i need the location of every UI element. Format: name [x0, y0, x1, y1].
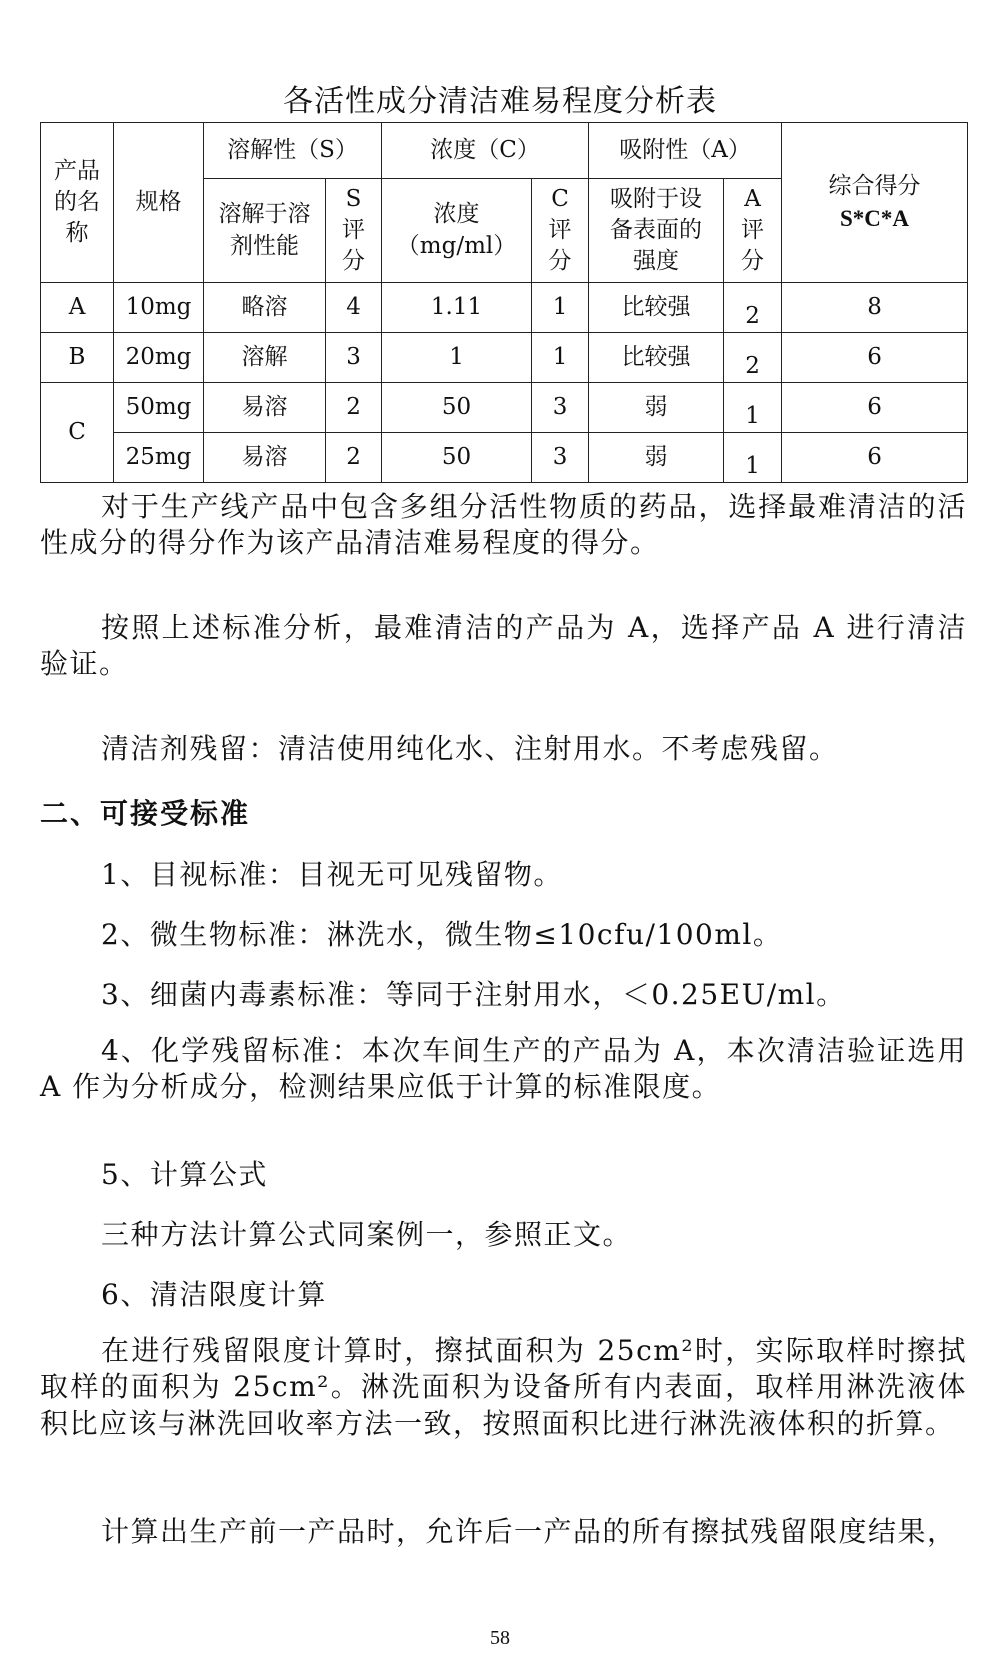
paragraph-detergent-residue: 清洁剂残留：清洁使用纯化水、注射用水。不考虑残留。 [101, 732, 839, 765]
cell-adsorption: 比较强 [589, 333, 724, 383]
cell-solubility: 易溶 [204, 433, 326, 483]
cell-total: 6 [782, 333, 968, 383]
cell-c-score: 1 [532, 283, 589, 333]
cell-solubility: 溶解 [204, 333, 326, 383]
cell-a-score: 1 [724, 433, 782, 483]
header-s-score: S 评 分 [326, 179, 382, 283]
cell-solubility: 易溶 [204, 383, 326, 433]
cell-s-score: 2 [326, 433, 382, 483]
paragraph-multi-component: 对于生产线产品中包含多组分活性物质的药品，选择最难清洁的活性成分的得分作为该产品清洁难易程度的得分。 [40, 490, 967, 560]
cell-total: 8 [782, 283, 968, 333]
cell-total: 6 [782, 433, 968, 483]
cell-s-score: 2 [326, 383, 382, 433]
header-solubility-perf: 溶解于溶 剂性能 [204, 179, 326, 283]
cell-s-score: 3 [326, 333, 382, 383]
cell-concentration: 50 [382, 433, 532, 483]
table-title: 各活性成分清洁难易程度分析表 [283, 84, 717, 119]
header-solubility-group: 溶解性（S） [204, 123, 382, 179]
cell-spec: 10mg [114, 283, 204, 333]
cell-a-score: 1 [724, 383, 782, 433]
table-row [41, 433, 968, 483]
paragraph-formula-reference: 三种方法计算公式同案例一，参照正文。 [101, 1218, 633, 1251]
analysis-table [40, 122, 968, 483]
header-product: 产品 的名 称 [41, 123, 114, 283]
header-total: 综合得分 S*C*A [782, 123, 968, 283]
cell-product: C [41, 383, 114, 483]
criterion-chemical: 4、化学残留标准：本次车间生产的产品为 A，本次清洁验证选用 A 作为分析成分，检测结果应低于计算的标准限度。 [40, 1034, 967, 1104]
header-a-score: A 评 分 [724, 179, 782, 283]
cell-spec: 50mg [114, 383, 204, 433]
cell-spec: 20mg [114, 333, 204, 383]
header-spec: 规格 [114, 123, 204, 283]
header-concentration: 浓度 （mg/ml） [382, 179, 532, 283]
cell-a-score: 2 [724, 333, 782, 383]
cell-c-score: 3 [532, 433, 589, 483]
header-adsorption-group: 吸附性（A） [589, 123, 782, 179]
section-limit-calculation: 6、清洁限度计算 [101, 1278, 327, 1311]
cell-adsorption: 比较强 [589, 283, 724, 333]
cell-total: 6 [782, 383, 968, 433]
page-number: 58 [490, 1627, 510, 1649]
cell-product: B [41, 333, 114, 383]
paragraph-limit-result: 计算出生产前一产品时，允许后一产品的所有擦拭残留限度结果， [101, 1515, 957, 1548]
header-c-score: C 评 分 [532, 179, 589, 283]
criterion-microbial: 2、微生物标准：淋洗水，微生物≤10cfu/100ml。 [101, 918, 783, 951]
criterion-visual: 1、目视标准：目视无可见残留物。 [101, 858, 563, 891]
cell-concentration: 1.11 [382, 283, 532, 333]
section-formula: 5、计算公式 [101, 1158, 268, 1191]
header-concentration-group: 浓度（C） [382, 123, 589, 179]
cell-adsorption: 弱 [589, 433, 724, 483]
paragraph-swab-area: 在进行残留限度计算时，擦拭面积为 25cm²时，实际取样时擦拭取样的面积为 25cm²。淋洗面积为设备所有内表面，取样用淋洗液体积比应该与淋洗回收率方法一致，按照面积比进行淋洗液体积的折算。 [40, 1334, 967, 1440]
cell-adsorption: 弱 [589, 383, 724, 433]
cell-product: A [41, 283, 114, 333]
cell-solubility: 略溶 [204, 283, 326, 333]
paragraph-hardest-product: 按照上述标准分析，最难清洁的产品为 A，选择产品 A 进行清洁验证。 [40, 611, 967, 681]
criterion-endotoxin: 3、细菌内毒素标准：等同于注射用水，＜0.25EU/ml。 [101, 978, 846, 1011]
table-row [41, 333, 968, 383]
table-row [41, 283, 968, 333]
table-row [41, 383, 968, 433]
cell-c-score: 1 [532, 333, 589, 383]
cell-spec: 25mg [114, 433, 204, 483]
cell-c-score: 3 [532, 383, 589, 433]
cell-concentration: 1 [382, 333, 532, 383]
cell-concentration: 50 [382, 383, 532, 433]
cell-s-score: 4 [326, 283, 382, 333]
section-heading-acceptance: 二、可接受标准 [40, 797, 251, 830]
cell-a-score: 2 [724, 283, 782, 333]
header-adsorption-strength: 吸附于设 备表面的 强度 [589, 179, 724, 283]
